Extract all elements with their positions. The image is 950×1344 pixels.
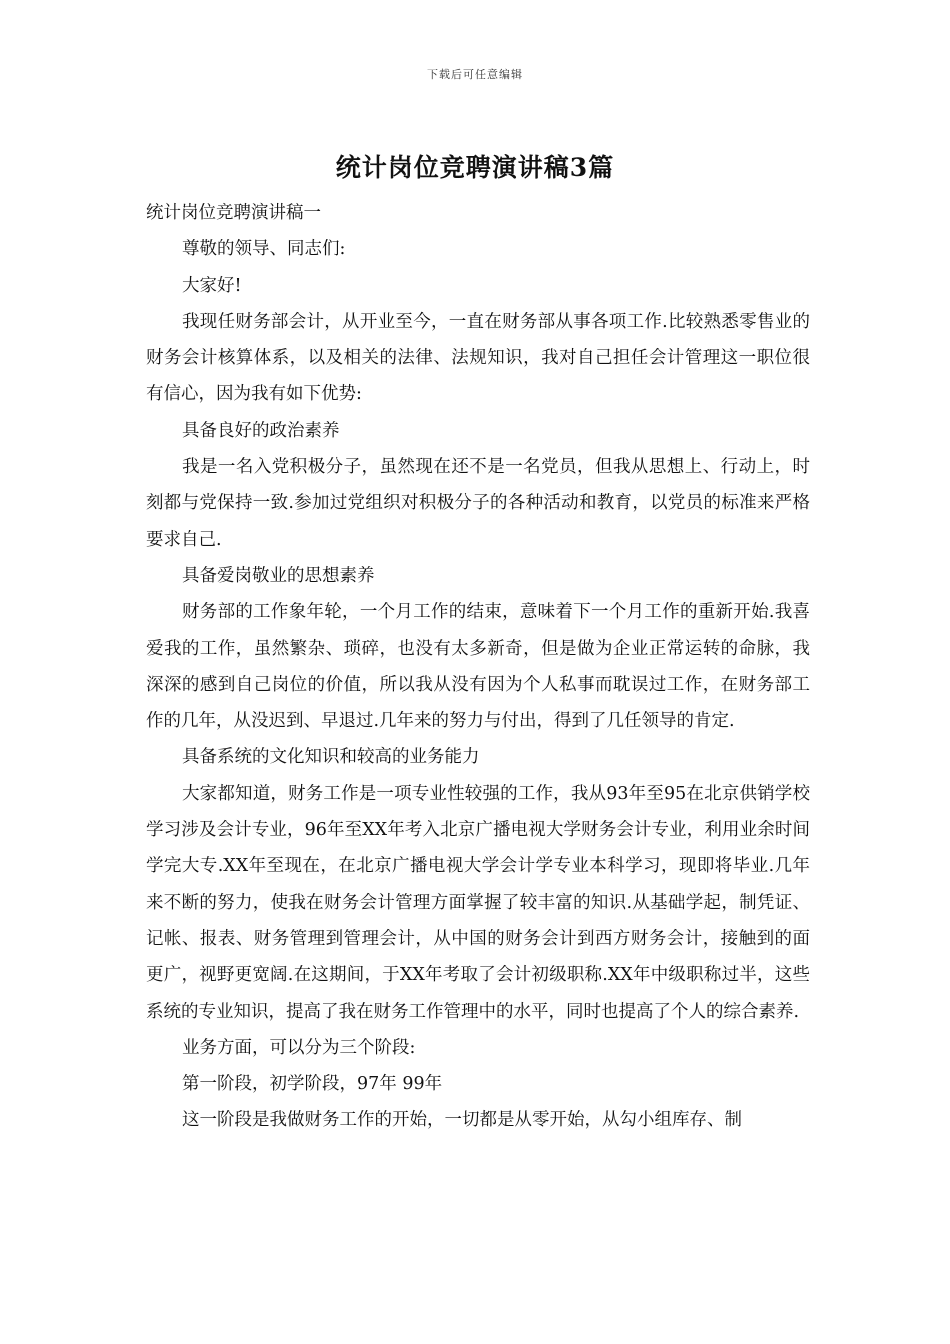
paragraph-subheading-political: 具备良好的政治素养 [182, 420, 340, 441]
paragraph-knowledge: 大家都知道，财务工作是一项专业性较强的工作，我从93年至95在北京供销学校学习涉及会计专业，96年至XX年考入北京广播电视大学财务会计专业，利用业余时间学完大专.XX年至现在，在北京广播电视大学会计学专业本科学习，现即将毕业.几年来不断的努力，使我在财务会计管理方面掌握了较丰富的知识.从基础学起，制凭证、记帐、报表、财务管理到管理会计，从中国的财务会计到西方财务会计，接触到的面更广，视野更宽阔.在这期间，于XX年考取了会计初级职称.XX年中级职称过半，这些系统的专业知识，提高了我在财务工作管理中的水平，同时也提高了个人的综合素养. [146, 783, 810, 1022]
paragraph-subheading-knowledge: 具备系统的文化知识和较高的业务能力 [182, 747, 480, 768]
paragraph-salutation: 尊敬的领导、同志们: [182, 239, 346, 260]
paragraph-intro: 我现任财务部会计，从开业至今，一直在财务部从事各项工作.比较熟悉零售业的财务会计核算体系，以及相关的法律、法规知识，我对自己担任会计管理这一职位很有信心，因为我有如下优势: [146, 311, 810, 405]
paragraph-greeting: 大家好! [182, 275, 242, 296]
document-title: 统计岗位竞聘演讲稿3篇 [335, 153, 615, 182]
paragraph-business-stages: 业务方面，可以分为三个阶段: [182, 1037, 416, 1058]
paragraph-political: 我是一名入党积极分子，虽然现在还不是一名党员，但我从思想上、行动上，时刻都与党保持一致.参加过党组织对积极分子的各种活动和教育，以党员的标准来严格要求自己. [146, 457, 810, 550]
paragraph-stage-one-heading: 第一阶段，初学阶段，97年 99年 [182, 1074, 443, 1095]
paragraph-stage-one: 这一阶段是我做财务工作的开始，一切都是从零开始，从勾小组库存、制 [182, 1110, 742, 1131]
document-body [146, 195, 810, 1139]
paragraph-subheading-dedication: 具备爱岗敬业的思想素养 [182, 565, 375, 586]
paragraph-section-heading: 统计岗位竞聘演讲稿一 [146, 203, 321, 223]
header-note: 下载后可任意编辑 [427, 68, 523, 81]
paragraph-dedication: 财务部的工作象年轮，一个月工作的结束，意味着下一个月工作的重新开始.我喜爱我的工作，虽然繁杂、琐碎，也没有太多新奇，但是做为企业正常运转的命脉，我深深的感到自己岗位的价值，所以我从没有因为个人私事而耽误过工作，在财务部工作的几年，从没迟到、早退过.几年来的努力与付出，得到了几任领导的肯定. [146, 602, 810, 732]
